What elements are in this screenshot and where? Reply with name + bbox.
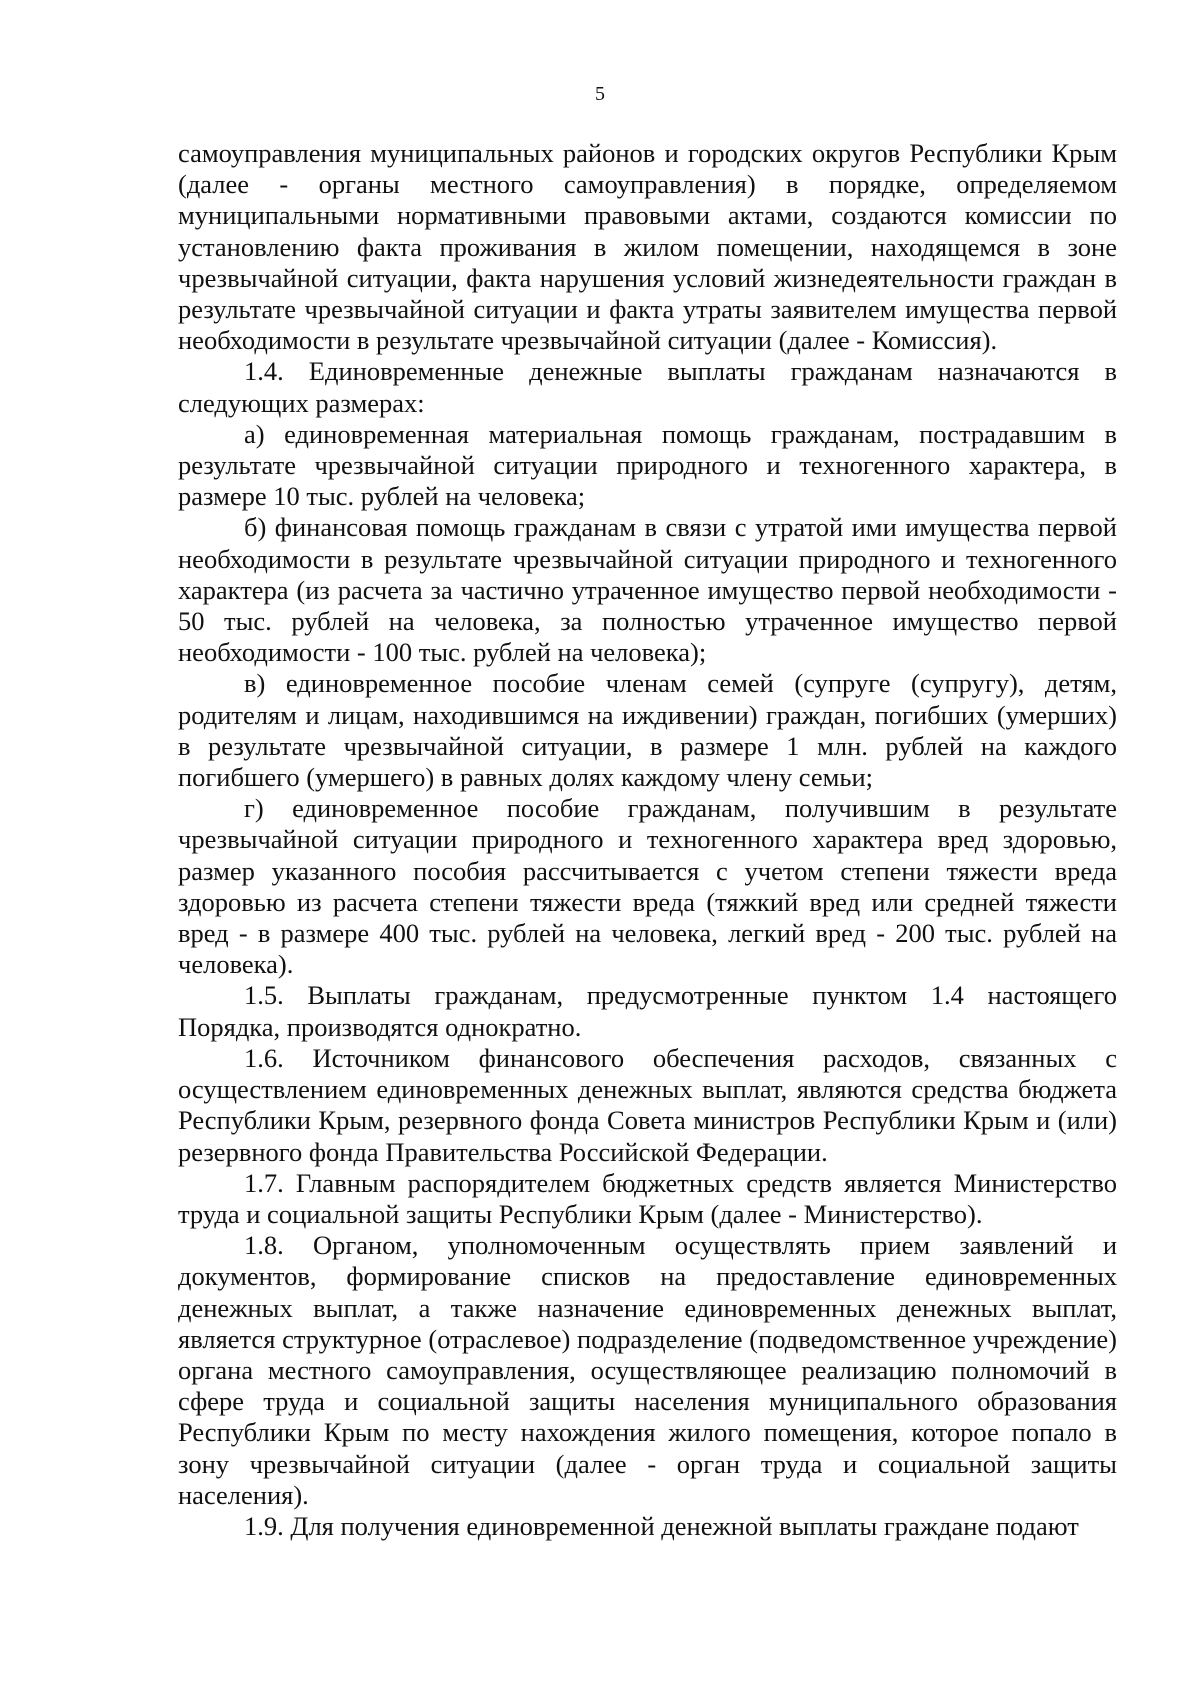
page-number: 5 <box>595 83 605 105</box>
document-body <box>178 138 1117 1542</box>
paragraph-1-6: 1.6. Источником финансового обеспечения расходов, связанных с осуществлением единовременных денежных выплат, являются средства бюджета Республики Крым, резервного фонда Совета министров Республики Крым и (или) резервного фонда Правительства Российской Федерации. <box>178 1042 1117 1167</box>
paragraph-1-7: 1.7. Главным распорядителем бюджетных средств является Министерство труда и социальной защиты Республики Крым (далее - Министерство). <box>178 1167 1117 1229</box>
paragraph-1-5: 1.5. Выплаты гражданам, предусмотренные пунктом 1.4 настоящего Порядка, производятся однократно. <box>178 980 1117 1042</box>
paragraph-1-9: 1.9. Для получения единовременной денежной выплаты граждане подают <box>244 1510 1079 1541</box>
paragraph-1-4: 1.4. Единовременные денежные выплаты гражданам назначаются в следующих размерах: <box>178 356 1117 418</box>
paragraph-1-4-a: а) единовременная материальная помощь гражданам, пострадавшим в результате чрезвычайной ситуации природного и техногенного характера, в размере 10 тыс. рублей на человека; <box>178 418 1117 512</box>
paragraph-1-8: 1.8. Органом, уполномоченным осуществлять прием заявлений и документов, формирование списков на предоставление единовременных денежных выплат, а также назначение единовременных денежных выплат, является структурное (отраслевое) подразделение (подведомственное учреждение) органа местного самоуправления, осуществляющее реализацию полномочий в сфере труда и социальной защиты населения муниципального образования Республики Крым по месту нахождения жилого помещения, которое попало в зону чрезвычайной ситуации (далее - орган труда и социальной защиты населения). <box>178 1230 1117 1510</box>
paragraph-continuation: самоуправления муниципальных районов и городских округов Республики Крым (далее - органы местного самоуправления) в порядке, определяемом муниципальными нормативными правовыми актами, создаются комиссии по установлению факта проживания в жилом помещении, находящемся в зоне чрезвычайной ситуации, факта нарушения условий жизнедеятельности граждан в результате чрезвычайной ситуации и факта утраты заявителем имущества первой необходимости в результате чрезвычайной ситуации (далее - Комиссия). <box>178 138 1117 356</box>
paragraph-1-4-b: б) финансовая помощь гражданам в связи с утратой ими имущества первой необходимости в результате чрезвычайной ситуации природного и техногенного характера (из расчета за частично утраченное имущество первой необходимости - 50 тыс. рублей на человека, за полностью утраченное имущество первой необходимости - 100 тыс. рублей на человека); <box>178 512 1117 668</box>
paragraph-1-4-v: в) единовременное пособие членам семей (супруге (супругу), детям, родителям и лицам, находившимся на иждивении) граждан, погибших (умерших) в результате чрезвычайной ситуации, в размере 1 млн. рублей на каждого погибшего (умершего) в равных долях каждому члену семьи; <box>178 668 1117 793</box>
paragraph-1-4-g: г) единовременное пособие гражданам, получившим в результате чрезвычайной ситуации природного и техногенного характера вред здоровью, размер указанного пособия рассчитывается с учетом степени тяжести вреда здоровью из расчета степени тяжести вреда (тяжкий вред или средней тяжести вред - в размере 400 тыс. рублей на человека, легкий вред - 200 тыс. рублей на человека). <box>178 793 1117 980</box>
